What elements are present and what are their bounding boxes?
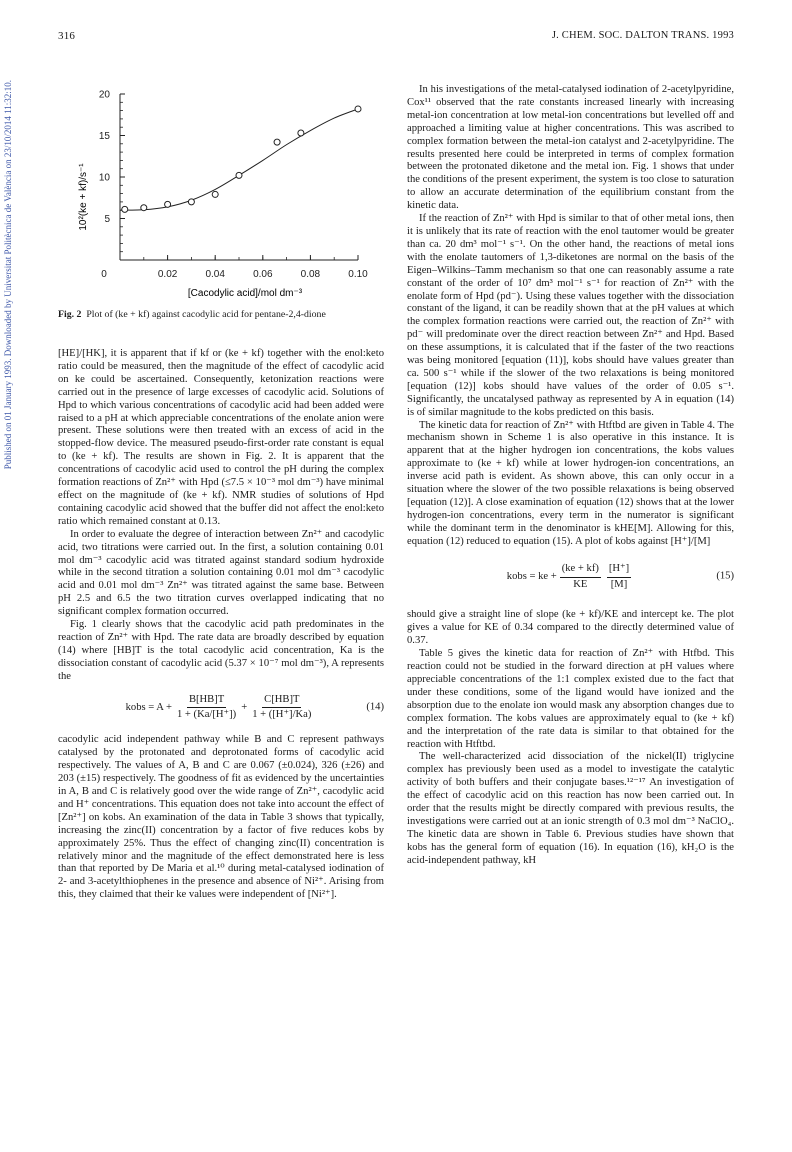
chart-ticks (99, 90, 368, 281)
paragraph: Table 5 gives the kinetic data for reaction of Zn²⁺ with Htfbd. This reaction could not be studied in the forward direction at pH values where appreciable concentrations of the 1:1 complex existed due to the fact that under these conditions, some of the ligand would have ionized and the absorption due to the enolate ion would mask any absorption changes due to complex formation. The kobs values are approximately equal to (ke + kf) and the interpretation of the rate data is similar to that obtained for the reaction with Htftbd. (407, 648, 734, 750)
data-points (122, 106, 361, 212)
fitted-curve (120, 109, 358, 210)
eq14-plus: + (241, 701, 248, 713)
paragraph: The kinetic data for reaction of Zn²⁺ with Htftbd are given in Table 4. The mechanism shown in Scheme 1 is also operative in this instance. It is apparent that at the higher hydrogen ion concentrations, the kobs values approximate to (ke + kf) while at lower hydrogen-ion concentrations, an inverse acid path is evident. As shown above, this can only occur in a situation where the slower of the two possible relaxations is being observed [equation (12)]. A close examination of equation (12) shows that at the lower hydrogen-ion concentrations, every term in the numerator is significant while the dominant term in the denominator is kHE[M]. Allowing for this, equation (12) reduced to equation (15). A plot of kobs against [H⁺]/[M] (407, 419, 734, 547)
y-tick-label: 10 (98, 172, 110, 184)
data-point (122, 206, 128, 212)
eq15-f1-num: (ke + kf) (560, 563, 601, 578)
data-point (355, 106, 361, 112)
caption-text: Plot of (ke + kf) against cacodylic acid for pentane-2,4-dione (86, 309, 326, 320)
y-axis-label: 10²(ke + kf)/s⁻¹ (78, 163, 89, 231)
x-tick-label: 0.10 (348, 269, 368, 280)
x-tick-label: 0.04 (205, 269, 225, 280)
paragraph: If the reaction of Zn²⁺ with Hpd is similar to that of other metal ions, then it is unlikely that its rate of reaction with the enol tautomer would be greater than ca. 20 dm³ mol⁻¹ s⁻¹. On the other hand, the reactions of metal ions with the enolate tautomers of 1,3-diketones are normal on the basis of the Eigen–Wilkins–Tamm mechanism so that one can reasonably assume a rate constant of the order of 10⁷ dm³ mol⁻¹ s⁻¹ for reaction of Zn²⁺ with the enolate form of Hpd (pd⁻). Using these values together with the dissociation constant of the ligand, it can be readily shown that at the pH values at which the complex formation reactions were carried out, the reaction of Zn²⁺ with pd⁻ will predominate over the direct reaction between Zn²⁺ and Hpd. Based on these assumptions, it is calculated that if the faster of the two reactions was being monitored [equation (11)], kobs should have values greater than ca. 500 s⁻¹ while if the slower of the two relaxations is being monitored [equation (12)] kobs should have values of the order of 0.05 s⁻¹. Significantly, the uncatalysed pathway as represented by A in equation (14) is of similar magnitude to the kobs predicted on this basis. (407, 213, 734, 418)
eq15-lhs: kobs = ke + (506, 570, 557, 582)
eq14-t1-den: 1 + (Ka/[H⁺]) (176, 709, 237, 721)
download-watermark (0, 80, 16, 680)
equation-14 (58, 694, 384, 723)
eq14-number: (14) (366, 701, 384, 713)
data-point (274, 139, 280, 145)
eq14-lhs: kobs = A + (125, 701, 172, 713)
eq14-t2-den: 1 + ([H⁺]/Ka) (252, 709, 312, 721)
eq14-t1-num: B[HB]T (187, 694, 226, 709)
eq14-t2-num: C[HB]T (262, 694, 301, 709)
watermark-text: Published on 01 January 1993. Downloaded by Universitat Politècnica de València on 23/10/2014 11:32:10. (3, 80, 13, 470)
x-tick-label: 0.08 (300, 269, 321, 280)
y-tick-label: 15 (98, 131, 110, 142)
eq15-f2-num: [H⁺] (607, 563, 631, 578)
eq15-f2-den: [M] (610, 578, 628, 590)
data-point (298, 130, 304, 136)
page-number: 316 (58, 30, 76, 42)
paragraph: Fig. 1 clearly shows that the cacodylic acid path predominates in the reaction of Zn²⁺ with Hpd. The rate data are broadly described by equation (14) where [HB]T is the total cacodylic acid concentration, Ka is the dissociation constant of cacodylic acid (5.37 × 10⁻⁷ mol dm⁻³), A represents the (58, 619, 384, 682)
data-point (141, 205, 147, 211)
paragraph: [HE]/[HK], it is apparent that if kf or (ke + kf) together with the enol:keto ratio could be measured, then the magnitude of the effect of cacodylic acid on ke could be ascertained. Consequently, ketonization reactions were carried out in the presence of large excesses of cacodylic acid. Solutions of Hpd to which various concentrations of cacodylic acid had been added were raised to a pH at which appreciable concentrations of the enolate anion were present. These solutions were then treated with an excess of acid in the stopped-flow device. The measured pseudo-first-order rate constant is equal to (ke + kf). The results are shown in Fig. 2. It is apparent that the concentrations of cacodylic acid used to control the pH during the complex formation reactions of Zn²⁺ with Hpd (≤7.5 × 10⁻³ mol dm⁻³) have minimal effect on the magnitude of (ke + kf). NMR studies of solutions of Hpd containing cacodylic acid showed that the buffer did not affect the enol:keto ratio which remained constant at 0.13. (58, 348, 384, 527)
journal-header: J. CHEM. SOC. DALTON TRANS. 1993 (551, 30, 734, 41)
paragraph: should give a straight line of slope (ke + kf)/KE and intercept ke. The plot gives a value for KE of 0.34 compared to the directly determined value of 0.37. (407, 609, 734, 647)
equation-15 (407, 563, 734, 592)
eq15-f1-den: KE (573, 578, 588, 590)
data-point (188, 199, 194, 205)
data-point (212, 191, 218, 197)
figure-2 (58, 80, 384, 310)
y-tick-label: 20 (98, 89, 110, 101)
x-tick-label: 0.06 (253, 269, 273, 280)
figure-caption (58, 309, 388, 321)
y-tick-label: 5 (104, 214, 110, 225)
paragraph: cacodylic acid independent pathway while B and C represent pathways catalysed by the protonated and deprotonated forms of cacodylic acid respectively. The values of A, B and C are 0.067 (±0.024), 326 (±26) and 203 (±15) respectively. The goodness of fit as evidenced by the uncertainties in A, B and C is relatively good over the wide range of Zn²⁺, cacodylic acid and H⁺ concentrations. This equation does not take into account the effect of [Zn²⁺] on kobs. An examination of the data in Table 3 shows that typically, increasing the zinc(II) concentration by a factor of five reduces kobs by approximately 25%. Thus the effect of changing zinc(II) concentration is relatively minor and the magnitude of the effect demonstrated here is less than that reported by De Maria et al.¹⁰ during metal-catalysed iodination of 2- and 3-acetylthiophenes in the presence and absence of Ni²⁺. Arising from this, they claimed that their ke values were independent of [Ni²⁺]. (58, 734, 384, 901)
data-point (165, 201, 171, 207)
x-tick-label: 0 (101, 269, 107, 280)
figure-label: Fig. 2 (58, 309, 82, 320)
paragraph: The well-characterized acid dissociation of the nickel(II) triglycine complex has previously been used as a model to investigate the catalytic activity of both buffers and their conjugate bases.¹²⁻¹⁷ An investigation of the effect of cacodylic acid on this reaction has now been carried out. In order that the results might be directly compared with previous results, the investigations were carried out at an ionic strength of 0.3 mol dm⁻³ NaClO₄. The kinetic data are shown in Table 6. Previous studies have shown that kobs has the general form of equation (16). In equation (16), kH₂O is the acid-independent pathway, kH (407, 751, 734, 866)
paragraph: In his investigations of the metal-catalysed iodination of 2-acetylpyridine, Cox¹¹ observed that the rate constants increased linearly with increasing metal-ion concentration at low metal-ion concentrations but levelled off and approached a limiting value at higher concentrations. This was ascribed to complex formation between the metal-ion catalyst and 2-acetylpyridine. The results presented here could be interpreted in terms of complex formation between the protonated diketone and the metal ion. Fig. 1 shows that under the conditions of the present experiment, the system is too close to saturation to allow an accurate determination of the equilibrium constant from the kinetic data. (407, 84, 734, 212)
left-column (58, 348, 384, 902)
data-point (236, 172, 242, 178)
right-column (407, 84, 734, 868)
paragraph: In order to evaluate the degree of interaction between Zn²⁺ and cacodylic acid, two titrations were carried out. In the first, a solution containing 0.01 mol dm⁻³ cacodylic acid was titrated against standard sodium hydroxide while in the second titration a solution containing 0.01 mol dm⁻³ cacodylic acid and 0.01 mol dm⁻³ Zn²⁺ was titrated against the same base. Between pH 2.5 and 6.5 the two titration curves overlapped indicating that no significant complex formation occurred. (58, 528, 384, 618)
eq15-number: (15) (716, 570, 734, 582)
x-axis-label: [Cacodylic acid]/mol dm⁻³ (187, 288, 303, 299)
chart (58, 80, 384, 310)
x-tick-label: 0.02 (157, 269, 178, 280)
